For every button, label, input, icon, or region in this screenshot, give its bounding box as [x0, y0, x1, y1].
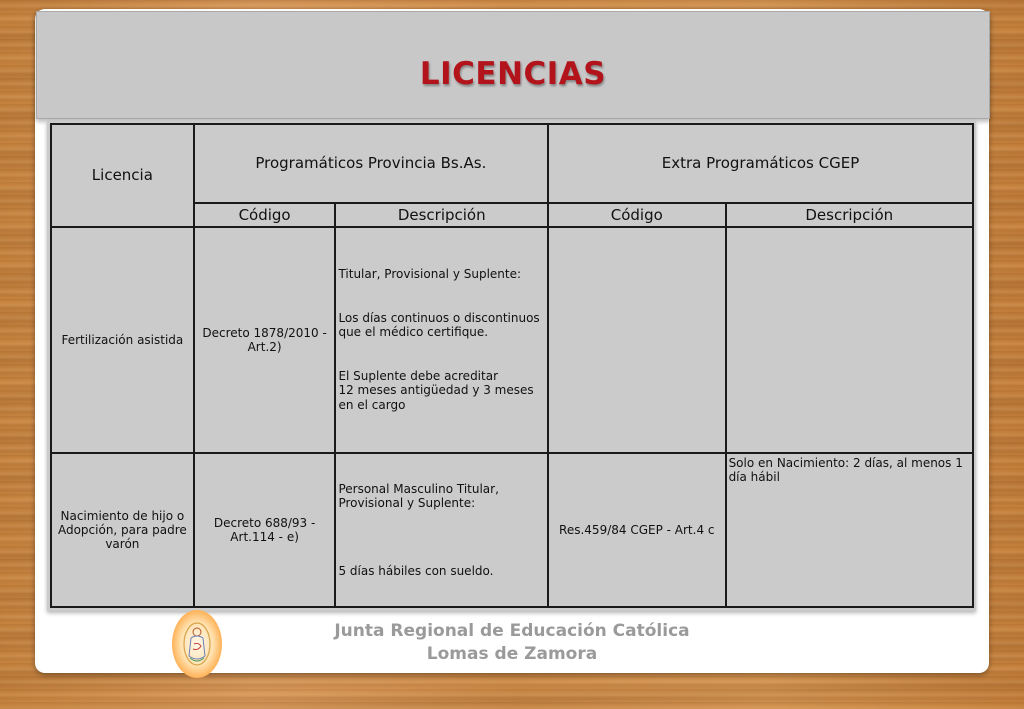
header-descripcion-2: Descripción: [726, 203, 973, 227]
desc-paragraph: Personal Masculino Titular, Provisional y Suplente:: [338, 481, 499, 511]
desc-paragraph: El Suplente debe acreditar 12 meses antigüedad y 3 meses en el cargo: [338, 368, 534, 412]
row-descripcion-1: [335, 453, 548, 607]
row-codigo-1: Decreto 1878/2010 - Art.2): [194, 227, 336, 453]
row-descripcion-2: Solo en Nacimiento: 2 días, al menos 1 día hábil: [726, 453, 973, 607]
licencias-table: [50, 123, 974, 608]
desc-paragraph: Los días continuos o discontinuos que el médico certifique.: [338, 310, 540, 340]
desc-paragraph: 5 días hábiles con sueldo.: [338, 563, 494, 578]
header-extra-programaticos: Extra Programáticos CGEP: [548, 124, 973, 203]
table-row: [51, 227, 973, 453]
desc-paragraph: Titular, Provisional y Suplente:: [338, 267, 522, 282]
header-descripcion-1: Descripción: [335, 203, 548, 227]
footer: [0, 620, 1024, 666]
header-programaticos: Programáticos Provincia Bs.As.: [194, 124, 548, 203]
title-bar: [36, 11, 990, 119]
row-codigo-2: [548, 227, 726, 453]
footer-line-1: Junta Regional de Educación Católica: [334, 621, 690, 641]
row-licencia: Fertilización asistida: [51, 227, 194, 453]
row-descripcion-2: [726, 227, 973, 453]
page-title: LICENCIAS: [419, 56, 607, 92]
row-descripcion-1: [335, 227, 548, 453]
row-codigo-2: Res.459/84 CGEP - Art.4 c: [548, 453, 726, 607]
row-licencia: Nacimiento de hijo o Adopción, para padre varón: [51, 453, 194, 607]
footer-line-2: Lomas de Zamora: [426, 644, 598, 664]
header-codigo-2: Código: [548, 203, 726, 227]
header-codigo-1: Código: [194, 203, 336, 227]
header-licencia: Licencia: [51, 124, 194, 227]
row-codigo-1: Decreto 688/93 - Art.114 - e): [194, 453, 336, 607]
table-row: [51, 453, 973, 607]
